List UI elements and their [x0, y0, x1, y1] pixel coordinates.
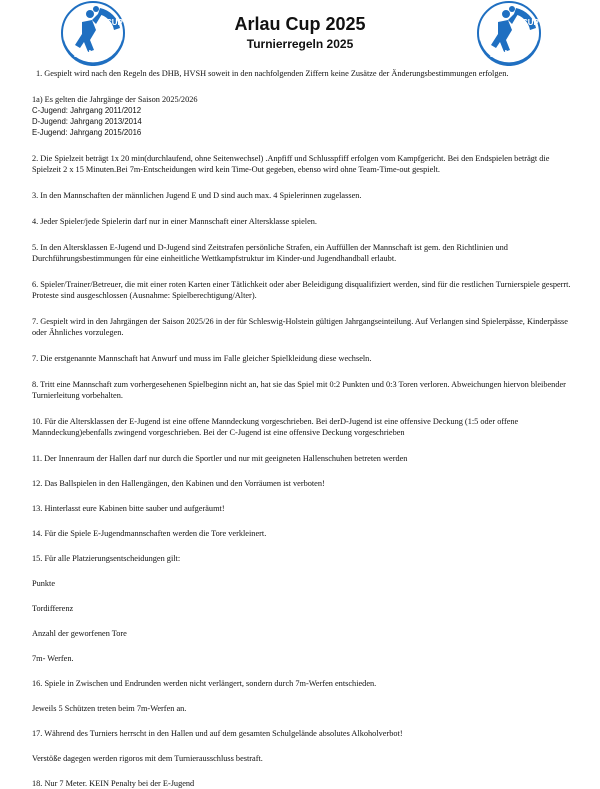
rule-13: 13. Hinterlasst eure Kabinen bitte sauber und aufgeräumt! — [32, 504, 225, 513]
rules-list — [32, 68, 572, 789]
page-title: Arlau Cup 2025 — [234, 14, 366, 34]
rule-3: 3. In den Mannschaften der männlichen Jugend E und D sind auch max. 4 Spielerinnen zugelassen. — [32, 191, 362, 200]
rule-7b: 7. Die erstgenannte Mannschaft hat Anwurf und muss im Falle gleicher Spielkleidung diese wechseln. — [32, 354, 372, 363]
rule-11: 11. Der Innenraum der Hallen darf nur durch die Sportler und nur mit geeigneten Hallenschuhen betreten werden — [32, 454, 408, 463]
rule-15-punkte: Punkte — [32, 579, 56, 588]
logo-arlau-text: ARLAU — [74, 49, 109, 60]
rule-14: 14. Für die Spiele E-Jugendmannschaften werden die Tore verkleinert. — [32, 529, 267, 538]
rule-12: 12. Das Ballspielen in den Hallengängen, den Kabinen und den Vorräumen ist verboten! — [32, 479, 325, 488]
rule-1a-title: 1a) Es gelten die Jahrgänge der Saison 2025/2026 — [32, 95, 198, 104]
rule-15-tordifferenz: Tordifferenz — [32, 604, 74, 613]
rule-15-7m: 7m- Werfen. — [32, 654, 74, 663]
rule-18: 18. Nur 7 Meter. KEIN Penalty bei der E-Jugend — [32, 779, 195, 788]
rule-2: 2. Die Spielzeit beträgt 1x 20 min(durchlaufend, ohne Seitenwechsel) .Anpfiff und Schlusspfiff erfolgen vom Kampfgericht. Bei den Endspielen beträgt die Spielzeit 2 x 15 Minuten.Bei 7m-Entscheidungen wird kein Time-Out gegeben, ebenso wird ohne Team-Time-out gespielt. — [32, 154, 550, 174]
logo-cup-text: CUP — [106, 18, 123, 27]
logo-arlau-text: ARLAU — [490, 49, 525, 60]
rule-17b: Verstöße dagegen werden rigoros mit dem Turnierausschluss bestraft. — [32, 754, 263, 763]
rule-15-tore: Anzahl der geworfenen Tore — [32, 629, 127, 638]
rule-1a-c-jugend: C-Jugend: Jahrgang 2011/2012 — [32, 106, 142, 115]
rule-7: 7. Gespielt wird in den Jahrgängen der Saison 2025/26 in der für Schleswig-Holstein gültigen Jahrgangseinteilung. Auf Verlangen sind Spielerpässe, Kinderpässe oder Ähnliches vorzulegen. — [32, 317, 568, 337]
rule-16b: Jeweils 5 Schützen treten beim 7m-Werfen an. — [32, 704, 187, 713]
rule-4: 4. Jeder Spieler/jede Spielerin darf nur in einer Mannschaft einer Altersklasse spielen. — [32, 217, 317, 226]
rule-6: 6. Spieler/Trainer/Betreuer, die mit einer roten Karten einer Tätlichkeit oder aber Beleidigung disqualifiziert werden, sind für die restlichen Turnierspiele gesperrt. Proteste sind ausgeschlossen (Ausnahme: Spielberechtigung/Alter). — [32, 280, 571, 300]
rule-10: 10. Für die Altersklassen der E-Jugend ist eine offene Manndeckung vorgeschrieben. Bei derD-Jugend ist eine offensive Deckung (1:5 oder offene Manndeckung)ebenfalls zwingend vorgeschrieben. Bei der C-Jugend ist eine offensive Deckung vorgeschrieben — [32, 417, 519, 437]
rule-1: 1. Gespielt wird nach den Regeln des DHB, HVSH soweit in den nachfolgenden Ziffern keine Zusätze der Änderungsbestimmungen erfolgen. — [36, 69, 509, 78]
logo-cup-text: CUP — [522, 18, 539, 27]
page-subtitle: Turnierregeln 2025 — [246, 37, 354, 51]
rule-16: 16. Spiele in Zwischen und Endrunden werden nicht verlängert, sondern durch 7m-Werfen entschieden. — [32, 679, 377, 688]
rule-5: 5. In den Altersklassen E-Jugend und D-Jugend sind Zeitstrafen persönliche Strafen, ein Auffüllen der Mannschaft ist gem. den Richtlinien und Durchführungsbestimmungen für eine einheitliche Wettkampfstruktur im Kinder-und Jugendhandball erlaubt. — [32, 243, 508, 263]
rule-8: 8. Tritt eine Mannschaft zum vorhergesehenen Spielbeginn nicht an, hat sie das Spiel mit 0:2 Punkten und 0:3 Toren verloren. Abweichungen hiervon bleibender Turnierleitung vorbehalten. — [32, 380, 566, 400]
rule-17: 17. Während des Turniers herrscht in den Hallen und auf dem gesamten Schulgelände absolutes Alkoholverbot! — [32, 729, 403, 738]
rule-15: 15. Für alle Platzierungsentscheidungen gilt: — [32, 554, 181, 563]
rule-1a-e-jugend: E-Jugend: Jahrgang 2015/2016 — [32, 128, 142, 137]
rule-1a-d-jugend: D-Jugend: Jahrgang 2013/2014 — [32, 117, 142, 126]
